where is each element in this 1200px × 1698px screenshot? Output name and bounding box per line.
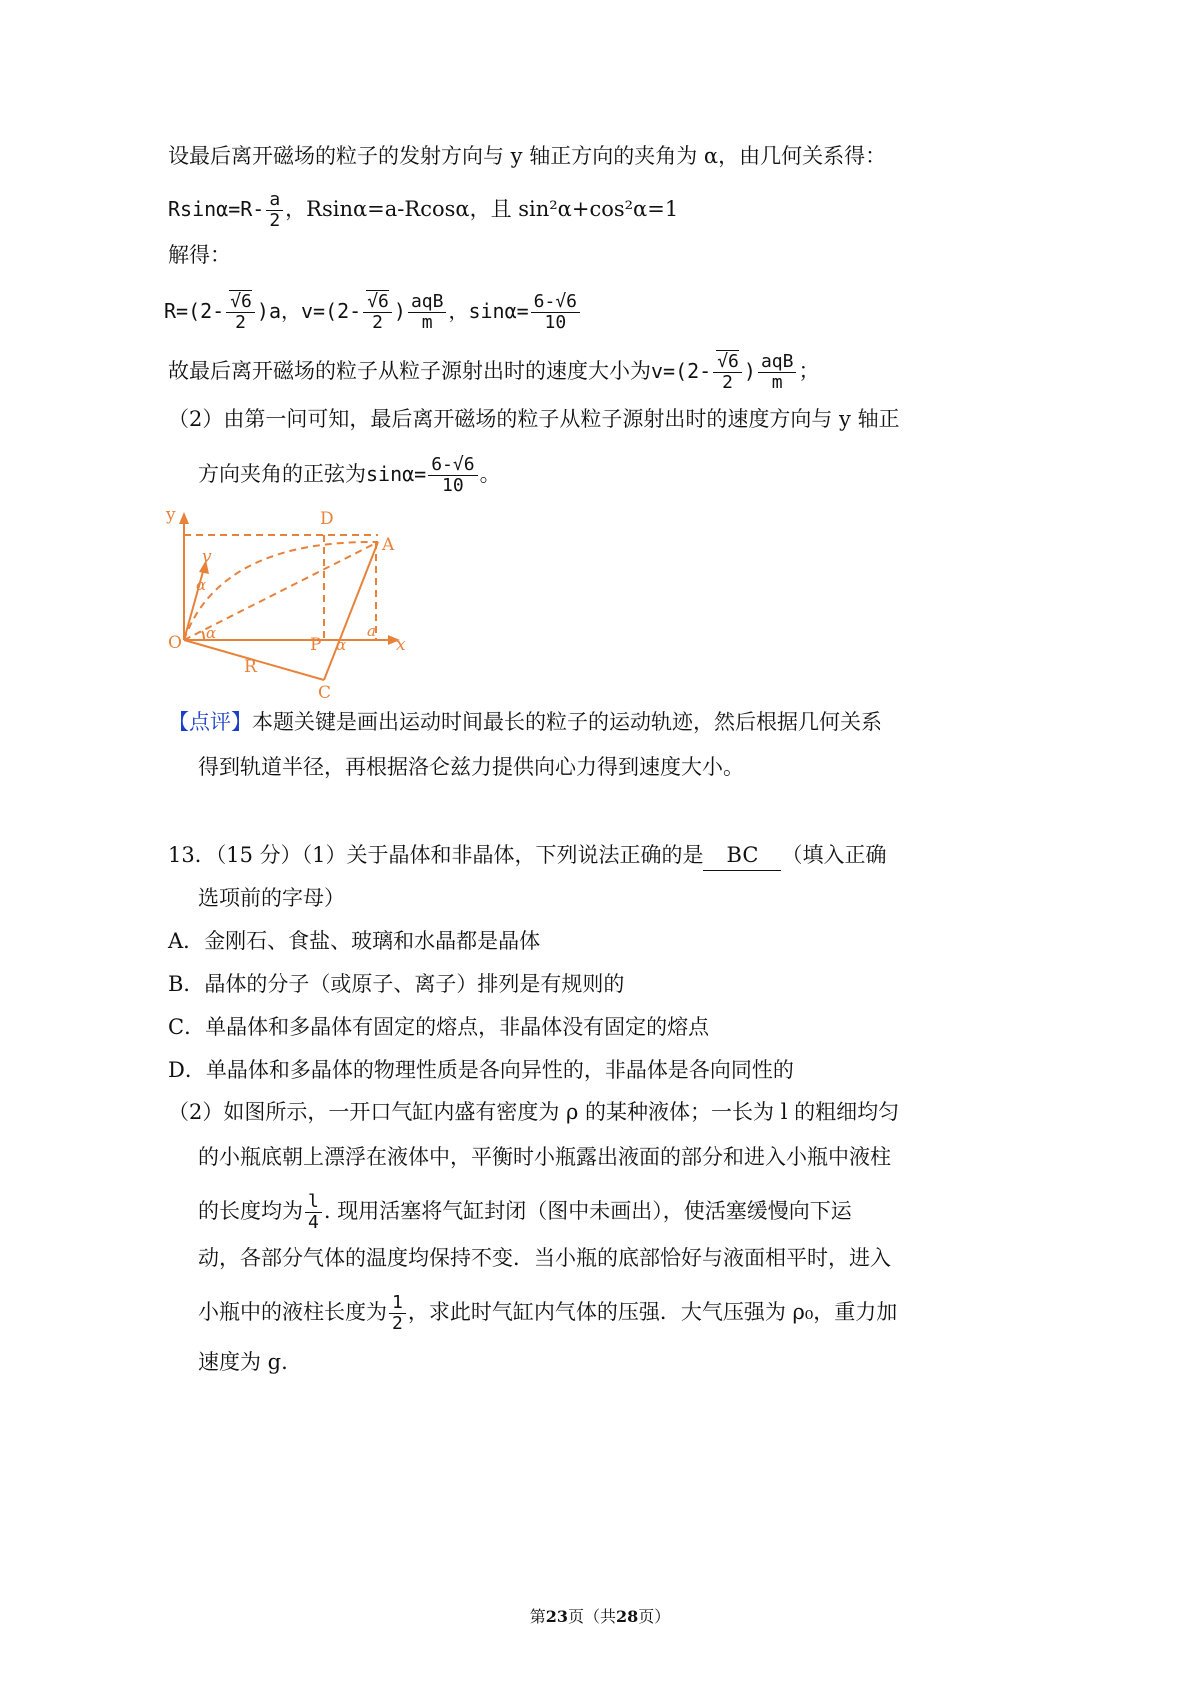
label-y: y xyxy=(166,505,176,525)
label-alpha-v: α xyxy=(196,576,207,594)
q13-stem-line-2: 选项前的字母） xyxy=(198,886,345,910)
label-x: x xyxy=(396,635,406,655)
equation-1 xyxy=(168,190,678,231)
q13-option-d: D．单晶体和多晶体的物理性质是各向异性的，非晶体是各向同性的 xyxy=(168,1058,794,1082)
label-d: D xyxy=(320,509,334,529)
q13-answer: BC xyxy=(703,840,781,871)
equation-results xyxy=(164,292,582,333)
q13-option-b: B．晶体的分子（或原子、离子）排列是有规则的 xyxy=(168,972,625,996)
result-v-post: ) xyxy=(393,299,406,323)
solve-label: 解得： xyxy=(168,243,231,267)
result-sin-fraction: $\frac{6-√6}{10}$ xyxy=(531,292,580,333)
angle-arc-o xyxy=(202,631,204,640)
q13-part2-line-3: 的长度均为 $\frac{l}{4}$ . 现用活塞将气缸封闭（图中未画出），使活塞缓慢向下运 xyxy=(198,1191,852,1233)
q13-part2-line-5: 小瓶中的液柱长度为 $\frac{1}{2}$ ，求此时气缸内气体的压强．大气压强为 ρ₀，重力加 xyxy=(198,1292,898,1334)
page-number: 23 xyxy=(545,1607,568,1626)
q13-option-c: C．单晶体和多晶体有固定的熔点，非晶体没有固定的熔点 xyxy=(168,1015,710,1039)
result-sin-pre: ，sinα= xyxy=(448,299,529,323)
eq1-part-a: Rsinα=R- xyxy=(168,197,265,221)
label-o: O xyxy=(168,633,182,653)
q13-part2-line-4: 动，各部分气体的温度均保持不变．当小瓶的底部恰好与液面相平时，进入 xyxy=(198,1246,891,1270)
part2-sin-fraction: $\frac{6-√6}{10}$ xyxy=(428,455,477,496)
q13-part2-line-6: 速度为 g. xyxy=(198,1350,288,1374)
solution-line-1: 设最后离开磁场的粒子的发射方向与 y 轴正方向的夹角为 α，由几何关系得： xyxy=(168,144,887,168)
frac-1-over-2: $\frac{1}{2}$ xyxy=(389,1293,406,1334)
sqrt6-num: √6 xyxy=(226,292,255,313)
label-alpha-o: α xyxy=(206,624,217,642)
comment-tag: 【点评】 xyxy=(168,710,252,734)
speed-line: 故最后离开磁场的粒子从粒子源射出时的速度大小为v=(2- $\frac{√6}{2}$ ) $\frac{\text{aqB}}{m}$ ； xyxy=(168,351,820,393)
comment-line-2: 得到轨道半径，再根据洛仑兹力提供向心力得到速度大小。 xyxy=(198,755,744,779)
eq1-frac-num: a xyxy=(266,190,283,211)
q13-option-a: A．金刚石、食盐、玻璃和水晶都是晶体 xyxy=(168,929,541,953)
y-axis-arrow xyxy=(179,512,189,524)
total-pages: 28 xyxy=(616,1607,639,1626)
result-v-fraction: $\frac{√6}{2}$ xyxy=(363,292,392,333)
result-R-fraction: $\frac{√6}{2}$ xyxy=(226,292,255,333)
label-a-length: a xyxy=(367,622,376,640)
eq1-part-b: ，Rsinα=a-Rcosα，且 sin²α+cos²α=1 xyxy=(285,197,679,221)
label-v: v xyxy=(202,547,212,567)
result-aqB-fraction: $\frac{\text{aqB}}{m}$ xyxy=(408,292,447,333)
q13-stem: 13．（15 分）（1）关于晶体和非晶体，下列说法正确的是 BC （填入正确 xyxy=(168,840,886,871)
speed-aqB-fraction: $\frac{\text{aqB}}{m}$ xyxy=(758,352,797,393)
speed-eq-pre: v=(2- xyxy=(651,359,712,383)
q13-part2-line-2: 的小瓶底朝上漂浮在液体中，平衡时小瓶露出液面的部分和进入小瓶中液柱 xyxy=(198,1145,891,1169)
part2-sin: sinα= xyxy=(366,462,427,486)
speed-text: 故最后离开磁场的粒子从粒子源射出时的速度大小为 xyxy=(168,359,651,383)
q13-part2-line-1: （2）如图所示，一开口气缸内盛有密度为 ρ 的某种液体；一长为 l 的粗细均匀 xyxy=(168,1100,900,1124)
eq1-frac-den: 2 xyxy=(269,210,281,231)
trajectory-figure xyxy=(160,500,410,705)
page-footer: 第23页（共28页） xyxy=(529,1607,671,1626)
frac-l-over-4: $\frac{l}{4}$ xyxy=(305,1192,322,1233)
label-p: P xyxy=(310,635,322,655)
label-c: C xyxy=(318,683,332,703)
result-R-post: )a，v=(2- xyxy=(256,299,362,323)
radius-ca xyxy=(324,542,378,680)
speed-sqrt-fraction: $\frac{√6}{2}$ xyxy=(713,352,742,393)
comment-line-1: 【点评】本题关键是画出运动时间最长的粒子的运动轨迹，然后根据几何关系 xyxy=(168,710,882,734)
label-r: R xyxy=(244,657,257,677)
part2-line-2: 方向夹角的正弦为sinα= $\frac{6-√6}{10}$ 。 xyxy=(198,454,501,496)
part2-line-1: （2）由第一问可知，最后离开磁场的粒子从粒子源射出时的速度方向与 y 轴正 xyxy=(168,407,900,431)
eq1-fraction xyxy=(266,190,283,231)
result-R-pre: R=(2- xyxy=(164,299,225,323)
label-alpha-c: α xyxy=(336,636,347,654)
label-a-point: A xyxy=(382,535,395,555)
